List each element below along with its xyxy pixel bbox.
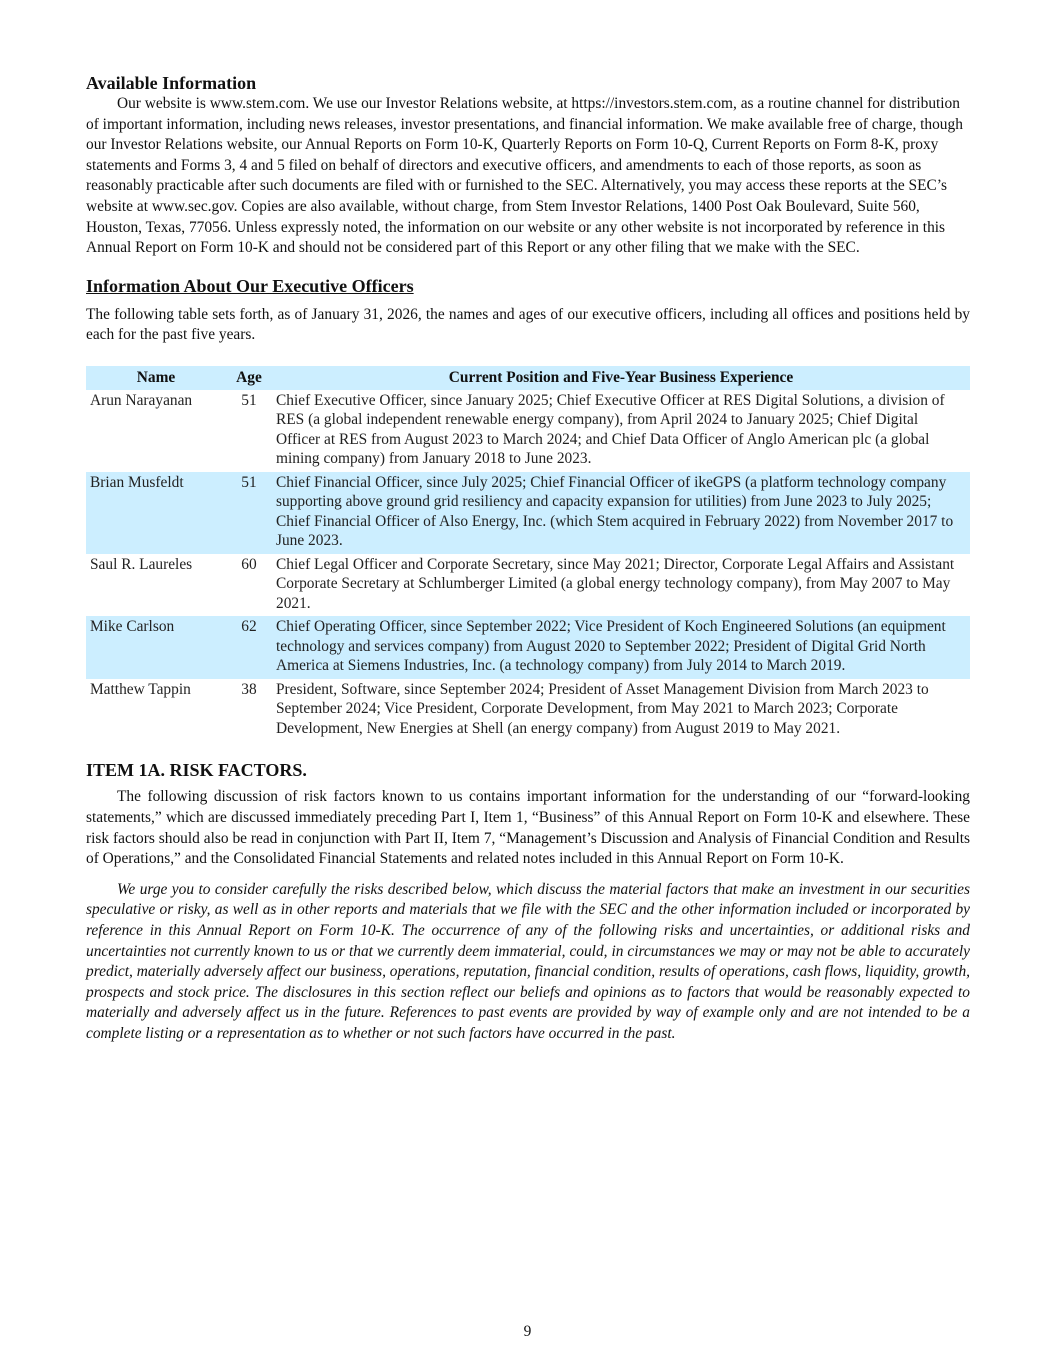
officer-age: 51 [241, 391, 257, 409]
table-row [86, 472, 970, 554]
officer-experience: Chief Executive Officer, since January 2025; Chief Executive Officer at RES Digital Solutions, a division of RES (a global independent renewable energy company), from April 2024 to January 2025; Chief Digital Officer at RES from August 2023 to March 2024; and Chief Data Officer of Anglo American plc (a global mining company) from January 2018 to June 2023. [276, 391, 945, 468]
available-information-body: Our website is www.stem.com. We use our Investor Relations website, at https://investors.stem.com, as a routine channel for distribution of important information, including news releases, investor presentations, and financial information. We make available free of charge, though our Investor Relations website, our Annual Reports on Form 10-K, Quarterly Reports on Form 10-Q, Current Reports on Form 8-K, proxy statements and Forms 3, 4 and 5 filed on behalf of directors and executive officers, and amendments to each of those reports, as soon as reasonably practicable after such documents are filed with or furnished to the SEC. Alternatively, you may access these reports at the SEC’s website at www.sec.gov. Copies are also available, without charge, from Stem Investor Relations, 1400 Post Oak Boulevard, Suite 560, Houston, Texas, 77056. Unless expressly noted, the information on our website or any other website is not incorporated by reference in this Annual Report on Form 10-K and should not be considered part of this Report or any other filing that we make with the SEC. [86, 95, 963, 257]
table-row [86, 390, 970, 472]
column-header-experience: Current Position and Five-Year Business Experience [272, 366, 970, 390]
officer-age: 60 [241, 555, 257, 573]
officer-experience: Chief Legal Officer and Corporate Secretary, since May 2021; Director, Corporate Legal Affairs and Assistant Corporate Secretary at Schlumberger Limited (a global energy technology company), from May 2007 to May 2021. [276, 555, 955, 612]
table-row [86, 554, 970, 617]
table-row [86, 616, 970, 679]
executive-officers-section [86, 275, 970, 742]
officer-experience: Chief Financial Officer, since July 2025; Chief Financial Officer of ikeGPS (a platform technology company supporting above ground grid resiliency and capacity expansion for utilities) from June 2023 to July 2025; Chief Financial Officer of Also Energy, Inc. (which Stem acquired in February 2022) from November 2017 to June 2023. [272, 472, 970, 554]
available-information-heading: Available Information [86, 73, 257, 93]
page-number: 9 [523, 1323, 532, 1340]
officer-experience: Chief Operating Officer, since September 2022; Vice President of Koch Engineered Solutions (an equipment technology and services company) from August 2020 to September 2022; President of Digital Grid North America at Siemens Industries, Inc. (a technology company) from July 2014 to March 2019. [272, 616, 970, 679]
available-information-section [86, 72, 970, 259]
table-row [86, 679, 970, 742]
table-header-row [86, 366, 970, 390]
risk-factors-heading: ITEM 1A. RISK FACTORS. [86, 760, 307, 781]
executive-officers-table [86, 366, 970, 742]
executive-officers-intro: The following table sets forth, as of January 31, 2026, the names and ages of our executive officers, including all offices and positions held by each for the past five years. [86, 305, 970, 344]
officer-age: 51 [226, 472, 272, 554]
officer-name: Brian Musfeldt [86, 472, 226, 554]
risk-factors-body: The following discussion of risk factors known to us contains important information for the understanding of our “forward-looking statements,” which are discussed immediately preceding Part I, Item 1, “Business” of this Annual Report on Form 10-K and elsewhere. These risk factors should also be read in conjunction with Part II, Item 7, “Management’s Discussion and Analysis of Financial Condition and Results of Operations,” and the Consolidated Financial Statements and related notes included in this Annual Report on Form 10-K. [86, 788, 970, 868]
officer-age: 62 [226, 616, 272, 679]
risk-factors-italic-body: We urge you to consider carefully the risks described below, which discuss the material factors that make an investment in our securities speculative or risky, as well as in other reports and materials that we file with the SEC and the other information included or incorporated by reference in this Annual Report on Form 10-K. The occurrence of any of the following risks and uncertainties, or additional risks and uncertainties not currently known to us or that we currently deem immaterial, could, in circumstances we may or may not be able to accurately predict, materially adversely affect our business, operations, reputation, financial condition, results of operations, cash flows, liquidity, growth, prospects and stock price. The disclosures in this section reflect our beliefs and opinions as to factors that would be reasonably expected to materially and adversely affect us in the future. References to past events are provided by way of example only and are not intended to be a complete listing or a representation as to whether or not such factors have occurred in the past. [86, 880, 970, 1042]
column-header-age: Age [226, 366, 272, 390]
officer-name: Saul R. Laureles [90, 555, 193, 573]
column-header-name: Name [86, 366, 226, 390]
document-page [86, 72, 970, 1045]
executive-officers-heading: Information About Our Executive Officers [86, 275, 414, 296]
officer-name: Matthew Tappin [90, 680, 191, 698]
officer-experience: President, Software, since September 2024; President of Asset Management Division from March 2023 to September 2024; Vice President, Corporate Development, from May 2021 to March 2023; Corporate Development, New Energies at Shell (an energy company) from August 2019 to May 2021. [276, 680, 929, 737]
officer-name: Mike Carlson [86, 616, 226, 679]
officer-age: 38 [241, 680, 257, 698]
officer-name: Arun Narayanan [90, 391, 193, 409]
risk-factors-section [86, 759, 970, 1044]
